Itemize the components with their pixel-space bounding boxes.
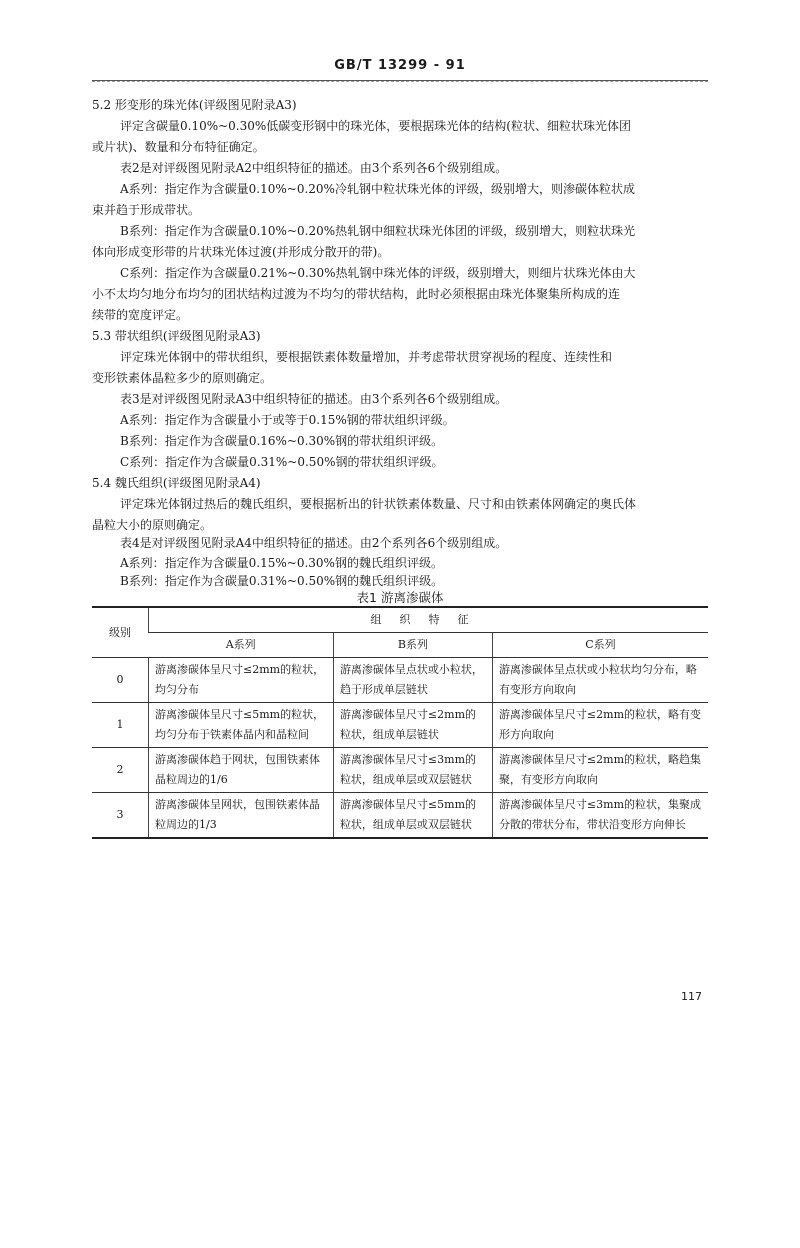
standard-header: GB/T 13299 - 91 [334,58,466,73]
table-row [92,748,708,793]
series-header-c: C系列 [492,633,708,658]
body-text-line: 表3是对评级图见附录A3中组织特征的描述。由3个系列各6个级别组成。 [120,392,508,406]
level-header: 级别 [92,607,149,658]
section-title: 5.4 魏氏组织(评级图见附录A4) [92,476,261,490]
table-cell: 游离渗碳体呈网状，包围铁素体晶粒周边的1/3 [149,793,334,839]
body-text-line: 小不太均匀地分布均匀的团状结构过渡为不均匀的带状结构，此时必须根据由珠光体聚集所构成的连 [92,287,621,301]
body-text-line: C系列：指定作为含碳量0.31%~0.50%钢的带状组织评级。 [120,455,444,469]
table-cell: 游离渗碳体呈尺寸≤2mm的粒状，均匀分布 [149,658,334,703]
body-text-line: B系列：指定作为含碳量0.10%~0.20%热轧钢中细粒状珠光体团的评级，级别增大，则粒状珠光 [120,224,636,238]
body-text-line: A系列：指定作为含碳量0.10%~0.20%冷轧钢中粒状珠光体的评级，级别增大，则渗碳体粒状成 [120,182,635,196]
table-cell: 游离渗碳体呈点状或小粒状均匀分布，略有变形方向取向 [492,658,708,703]
level-cell: 2 [92,748,149,793]
body-text-line: 变形铁素体晶粒多少的原则确定。 [92,371,273,385]
table-cell: 游离渗碳体呈尺寸≤2mm的粒状，略趋集聚，有变形方向取向 [492,748,708,793]
body-text-line: A系列：指定作为含碳量小于或等于0.15%钢的带状组织评级。 [120,413,455,427]
table-row [92,658,708,703]
table-cell: 游离渗碳体呈尺寸≤2mm的粒状，组成单层链状 [333,703,492,748]
body-text-line: 续带的宽度评定。 [92,308,189,322]
body-text-line: 评定珠光体钢过热后的魏氏组织，要根据析出的针状铁素体数量、尺寸和由铁素体网确定的奥氏体 [120,497,637,511]
body-text-line: 表4是对评级图见附录A4中组织特征的描述。由2个系列各6个级别组成。 [120,536,508,550]
body-text-line: B系列：指定作为含碳量0.16%~0.30%钢的带状组织评级。 [120,434,444,448]
body-text-line: C系列：指定作为含碳量0.21%~0.30%热轧钢中珠光体的评级，级别增大，则细片状珠光体由大 [120,266,636,280]
section-title: 5.2 形变形的珠光体(评级图见附录A3) [92,98,297,112]
table-row [92,793,708,839]
section-title: 5.3 带状组织(评级图见附录A3) [92,329,261,343]
body-text-line: 表2是对评级图见附录A2中组织特征的描述。由3个系列各6个级别组成。 [120,161,508,175]
table-cell: 游离渗碳体趋于网状，包围铁素体晶粒周边的1/6 [149,748,334,793]
table-row [92,703,708,748]
body-text-line: 评定含碳量0.10%~0.30%低碳变形钢中的珠光体，要根据珠光体的结构(粒状、细粒状珠光体团 [120,119,631,133]
series-header-a: A系列 [149,633,334,658]
level-cell: 1 [92,703,149,748]
table-cell: 游离渗碳体呈尺寸≤3mm的粒状，组成单层或双层链状 [333,748,492,793]
table-cell: 游离渗碳体呈尺寸≤3mm的粒状，集聚成分散的带状分布，带状沿变形方向伸长 [492,793,708,839]
group-header: 组织特征 [149,607,709,633]
table-header-row [92,607,708,633]
body-text-line: A系列：指定作为含碳量0.15%~0.30%钢的魏氏组织评级。 [120,556,443,570]
table-cell: 游离渗碳体呈尺寸≤5mm的粒状，组成单层或双层链状 [333,793,492,839]
table-cell: 游离渗碳体呈尺寸≤5mm的粒状，均匀分布于铁素体晶内和晶粒间 [149,703,334,748]
header-rule [92,80,708,82]
table-cell: 游离渗碳体呈点状或小粒状，趋于形成单层链状 [333,658,492,703]
body-text-line: B系列：指定作为含碳量0.31%~0.50%钢的魏氏组织评级。 [120,574,444,588]
body-text-line: 束并趋于形成带状。 [92,203,201,217]
body-text-line: 或片状)、数量和分布特征确定。 [92,140,265,154]
page-number: 117 [681,990,702,1003]
body-text-line: 体向形成变形带的片状珠光体过渡(并形成分散开的带)。 [92,245,390,259]
free-cementite-table [92,606,708,839]
table-title: 表1 游离渗碳体 [356,590,444,605]
series-header-b: B系列 [333,633,492,658]
table-cell: 游离渗碳体呈尺寸≤2mm的粒状，略有变形方向取向 [492,703,708,748]
body-text-line: 晶粒大小的原则确定。 [92,518,213,532]
level-cell: 0 [92,658,149,703]
level-cell: 3 [92,793,149,839]
body-text-line: 评定珠光体钢中的带状组织，要根据铁素体数量增加，并考虑带状贯穿视场的程度、连续性和 [120,350,613,364]
series-header-row [92,633,708,658]
